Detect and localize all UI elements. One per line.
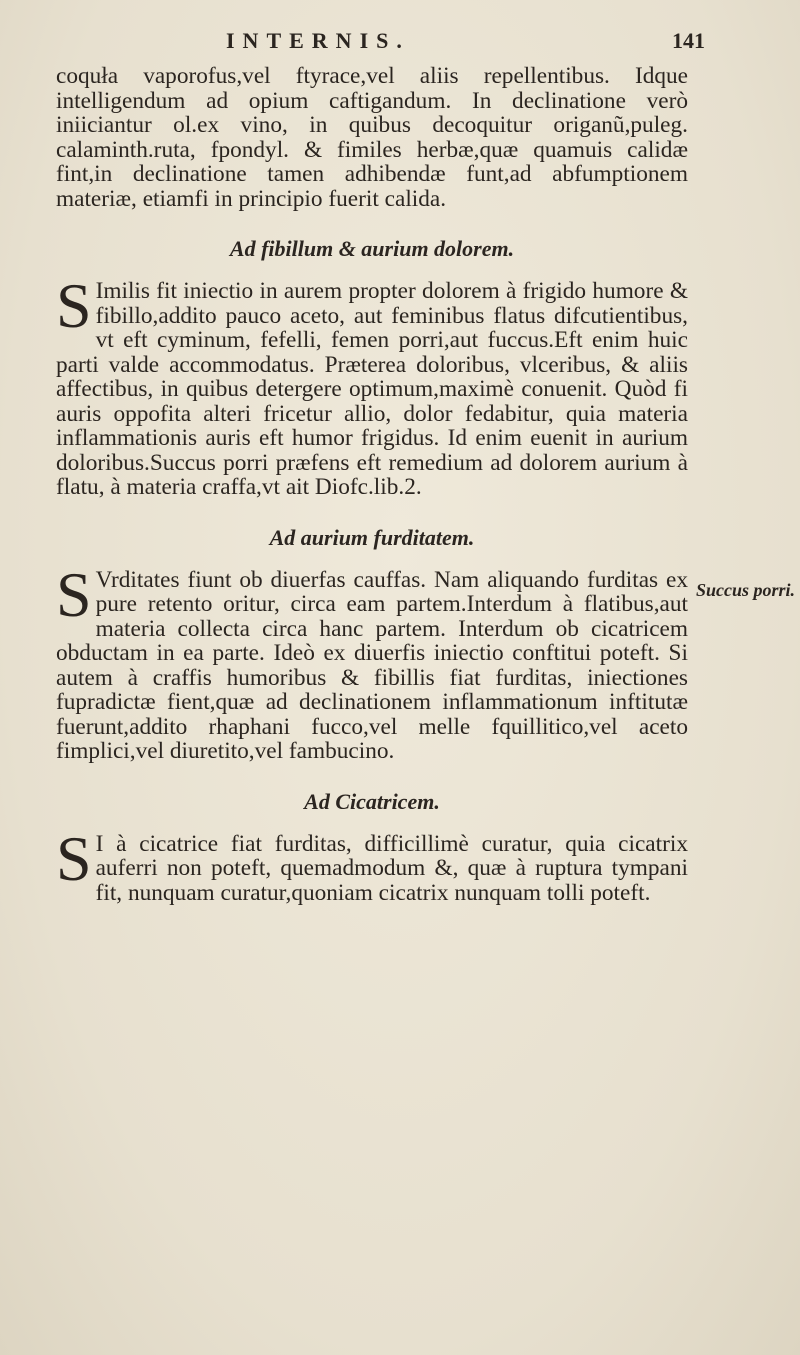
paragraph-continuation: coquła vaporofus,vel ftyrace,vel aliis repellentibus. Idque intelligendum ad opium caftigandum. In declinatione verò iniiciantur ol.ex vino, in quibus decoquitur origanũ,puleg. calaminth.ruta, fpondyl. & fimiles herbæ,quæ quamuis calidæ fint,in declinatione tamen adhibendæ funt,ad abfumptionem materiæ, etiamfi in principio fuerit calida. xyxy=(56,63,688,212)
page-header xyxy=(0,8,800,58)
paragraph-earache: SImilis fit iniectio in aurem propter dolorem à frigido humore & fibillo,addito pauco aceto, aut feminibus flatus difcutientibus, vt eft cyminum, fefelli, femen porri,aut fuccus.Eft enim huic parti valde accommodatus. Præterea doloribus, vlceribus, & aliis affectibus, in quibus detergere optimum,maximè conuenit. Quòd fi auris oppofita alteri fricetur allio, dolor fedabitur, quia materia inflammationis auris eft humor frigidus. Id enim euenit in aurium doloribus.Succus porri præfens eft remedium ad dolorem aurium à flatu, à materia craffa,vt ait Diofc.lib.2. xyxy=(56,270,688,500)
section-heading-scar: Ad Cicatricem. xyxy=(304,788,440,814)
page-number: 141 xyxy=(672,28,705,53)
margin-note: Succus porri. xyxy=(696,580,796,600)
paragraph-deafness: SVrditates fiunt ob diuerfas cauffas. Nam aliquando furditas ex pure retento oritur, circa eam partem.Interdum à flatibus,aut materia collecta circa hanc partem. Interdum ob cicatricem obductam in ea parte. Ideò ex diuerfis iniectio conftitui poteft. Si autem à craffis humoribus & fibillis fiat furditas, iniectiones fupradictæ fient,quæ ad declinationem inflammationum inftitutæ fuerunt,addito rhaphani fucco,vel melle fquillitico,vel aceto fimplici,vel diuretito,vel fambucino. xyxy=(56,558,688,764)
running-head: INTERNIS. xyxy=(226,28,410,53)
section-heading-earache: Ad fibillum & aurium dolorem. xyxy=(229,236,515,261)
paragraph-scar: SI à cicatrice fiat furditas, difficillimè curatur, quia cicatrix auferri non poteft, quemadmodum &, quæ à ruptura tympani fit, nunquam curatur,quoniam cicatrix nunquam tolli poteft. xyxy=(56,822,688,906)
section-heading-deafness: Ad aurium furditatem. xyxy=(269,524,475,550)
body-text xyxy=(56,64,688,905)
